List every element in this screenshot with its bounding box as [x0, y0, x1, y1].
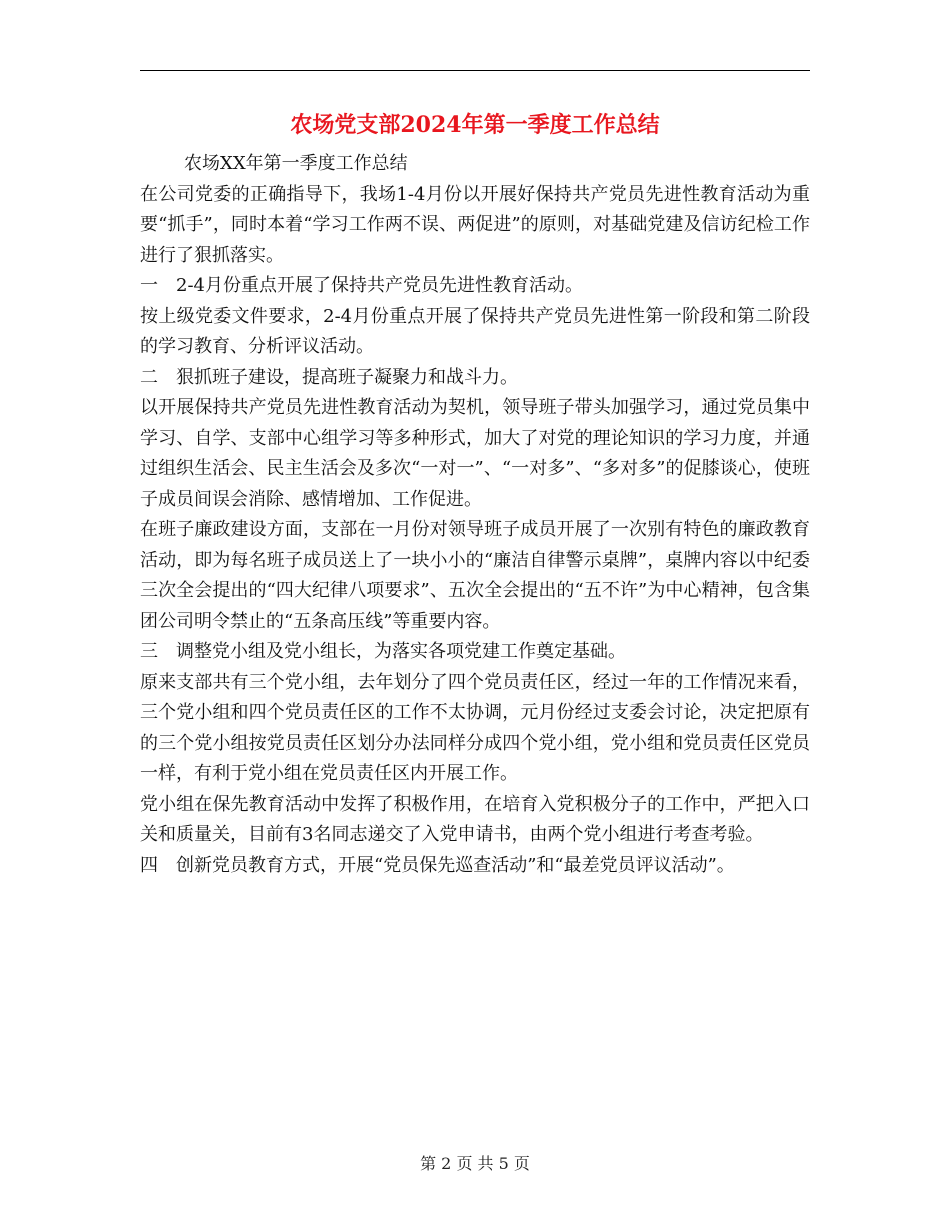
section-heading-3: 三 调整党小组及党小组长，为落实各项党建工作奠定基础。: [140, 641, 626, 662]
section-heading-2: 二 狠抓班子建设，提高班子凝聚力和战斗力。: [140, 366, 518, 388]
paragraph-section-3a: 原来支部共有三个党小组，去年划分了四个党员责任区，经过一年的工作情况来看，三个党小组和四个党员责任区的工作不太协调，元月份经过支委会讨论，决定把原有的三个党小组按党员责任区划分办法同样分成四个党小组，党小组和党员责任区党员一样，有利于党小组在党员责任区内开展工作。: [140, 671, 810, 784]
document-title: 农场党支部2024年第一季度工作总结: [290, 112, 660, 138]
paragraph-intro: 在公司党委的正确指导下，我场1-4月份以开展好保持共产党员先进性教育活动为重要“抓手”，同时本着“学习工作两不误、两促进”的原则，对基础党建及信访纪检工作进行了狠抓落实。: [140, 183, 810, 266]
header-rule: [140, 70, 810, 71]
paragraph-section-1: 按上级党委文件要求，2-4月份重点开展了保持共产党员先进性第一阶段和第二阶段的学习教育、分析评议活动。: [140, 305, 810, 357]
section-heading-4: 四 创新党员教育方式，开展“党员保先巡查活动”和“最差党员评议活动”。: [140, 854, 735, 876]
paragraph-section-3b: 党小组在保先教育活动中发挥了积极作用，在培育入党积极分子的工作中，严把入口关和质量关，目前有3名同志递交了入党申请书，由两个党小组进行考查考验。: [140, 793, 810, 845]
section-heading-1: 一 2-4月份重点开展了保持共产党员先进性教育活动。: [140, 275, 583, 296]
document-subtitle: 农场XX年第一季度工作总结: [184, 153, 408, 174]
page-number: 第 2 页 共 5 页: [420, 1154, 530, 1173]
paragraph-section-2a: 以开展保持共产党员先进性教育活动为契机，领导班子带头加强学习，通过党员集中学习、自学、支部中心组学习等多种形式，加大了对党的理论知识的学习力度，并通过组织生活会、民主生活会及多次“一对一”、“一对多”、“多对多”的促膝谈心，使班子成员间误会消除、感情增加、工作促进。: [140, 397, 810, 510]
document-body: [140, 149, 810, 881]
paragraph-section-2b: 在班子廉政建设方面，支部在一月份对领导班子成员开展了一次别有特色的廉政教育活动，即为每名班子成员送上了一块小小的“廉洁自律警示桌牌”，桌牌内容以中纪委三次全会提出的“四大纪律八项要求”、五次全会提出的“五不许”为中心精神，包含集团公司明令禁止的“五条高压线”等重要内容。: [140, 519, 810, 632]
